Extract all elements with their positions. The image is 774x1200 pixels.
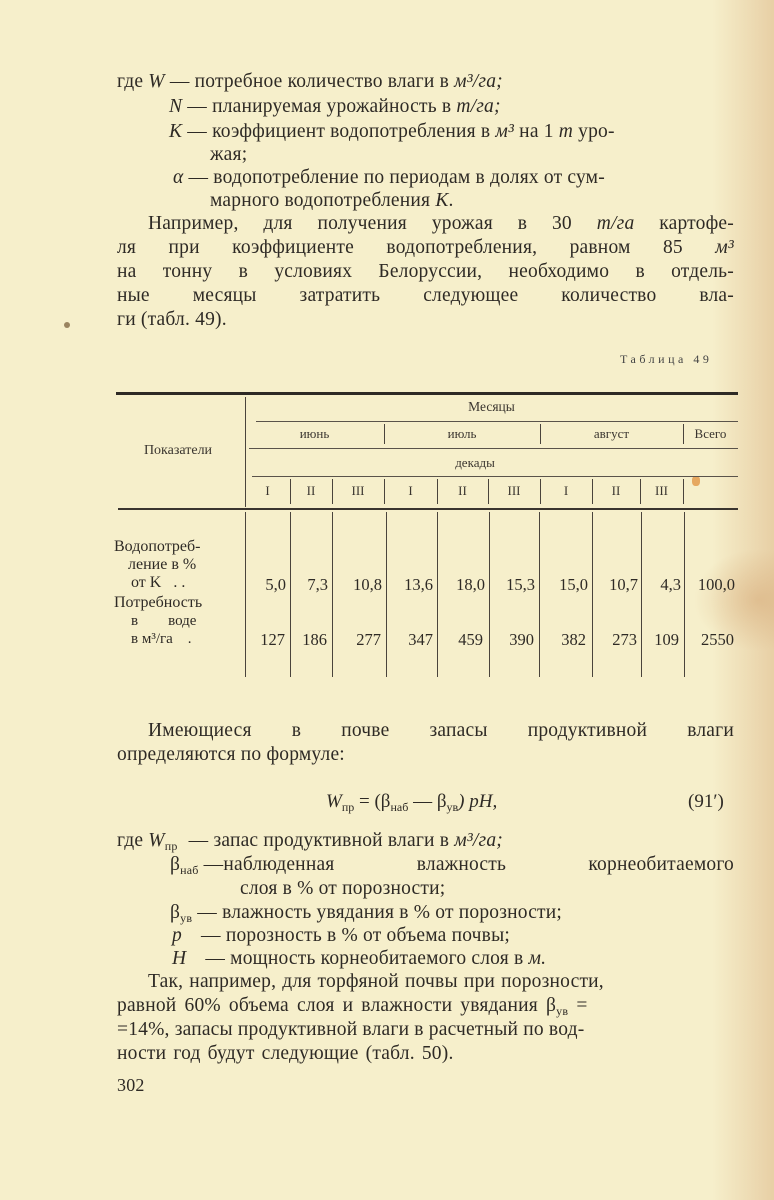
cell: 10,7	[609, 575, 638, 594]
para2-line-2: определяются по формуле:	[117, 744, 345, 765]
def-text: уро-	[573, 121, 615, 142]
header-month-july: июль	[447, 426, 477, 441]
word: в	[238, 261, 249, 282]
decade-1: I	[265, 483, 270, 498]
def-intro: где	[117, 71, 144, 92]
row-label-water-need	[114, 594, 202, 648]
cell: 15,3	[506, 575, 535, 594]
word: продуктивной	[527, 720, 648, 741]
symbol-w: W	[148, 71, 165, 92]
word: для	[263, 213, 293, 234]
def-text: марного водопотребления	[210, 190, 436, 211]
word: корнеобитаемого	[588, 854, 734, 875]
word: запасы	[429, 720, 488, 741]
word: ные	[117, 285, 150, 306]
def-text: на 1	[514, 121, 559, 142]
word: на	[117, 261, 137, 282]
symbol-p: p	[172, 925, 182, 946]
dash: —	[187, 96, 207, 117]
dash: —	[205, 948, 226, 969]
label-line: Потребность	[114, 594, 203, 611]
page-number: 302	[117, 1075, 145, 1095]
para1-line-4	[117, 284, 734, 308]
word: Например,	[148, 213, 239, 234]
formula-subscript: ув	[446, 800, 459, 814]
label-line: ление в %	[128, 556, 197, 573]
table-header-bottom-rule	[118, 508, 738, 510]
word: наблюденная	[223, 854, 335, 875]
cell: 13,6	[404, 575, 433, 594]
cell: 390	[509, 630, 534, 649]
unit: м³	[495, 121, 515, 142]
header-decades: декады	[455, 455, 495, 470]
cell: 382	[561, 630, 586, 649]
def-text: коэффициент водопотребления в	[212, 121, 496, 142]
def-beta-uv	[170, 901, 562, 925]
symbol-h: H	[172, 948, 187, 969]
symbol-beta: β	[170, 902, 181, 923]
def-p	[172, 924, 510, 948]
symbol-w: W	[148, 830, 165, 851]
symbol-alpha: α	[173, 167, 184, 188]
def-text: потребное количество влаги в	[194, 71, 455, 92]
cell-total: 100,0	[697, 575, 735, 594]
decade-3: III	[351, 483, 365, 498]
def-h	[172, 947, 546, 971]
table-hrule	[256, 421, 738, 422]
def-text: запас продуктивной влаги в	[213, 830, 455, 851]
cell: 459	[458, 630, 483, 649]
cell: 4,3	[660, 575, 681, 594]
unit: т/га	[596, 213, 635, 234]
unit: т/га;	[456, 96, 501, 117]
subscript: ув	[556, 1004, 569, 1018]
word: почве	[341, 720, 390, 741]
header-month-june: июнь	[299, 426, 330, 441]
cell: 5,0	[265, 575, 286, 594]
header-indicators: Показатели	[143, 443, 213, 458]
dash: —	[203, 854, 224, 875]
cell: 10,8	[353, 575, 382, 594]
label-text: в воде	[131, 613, 197, 629]
def-wpr	[117, 829, 503, 853]
ink-spot	[64, 322, 70, 328]
cell: 277	[356, 630, 381, 649]
word: условиях	[274, 261, 353, 282]
word: влаги	[687, 720, 734, 741]
word: следующее	[423, 285, 519, 306]
symbol-k: K	[169, 121, 183, 142]
label-line	[114, 612, 202, 630]
def-k	[169, 120, 734, 144]
cell: 18,0	[456, 575, 485, 594]
word: 85	[662, 237, 683, 258]
dash: —	[188, 830, 209, 851]
orange-stain	[692, 476, 700, 486]
def-alpha	[173, 166, 605, 190]
formula-part: = (β	[354, 791, 391, 812]
punct: .	[448, 190, 454, 211]
cell: 15,0	[559, 575, 588, 594]
text: =	[568, 995, 588, 1016]
word: получения	[317, 213, 407, 234]
word: урожая	[431, 213, 493, 234]
para3-line-1: Так, например, для торфяной почвы при порозности,	[148, 971, 604, 992]
label-line	[114, 574, 200, 592]
word: месяцы	[192, 285, 257, 306]
symbol-n: N	[169, 96, 183, 117]
subscript: пр	[164, 839, 178, 853]
table-hrule	[252, 476, 738, 477]
para3-line-4: ности год будут следующие (табл. 50).	[117, 1043, 454, 1064]
word: в	[517, 213, 528, 234]
decade-1: I	[563, 483, 569, 498]
formula-part: ) pH,	[458, 791, 498, 812]
def-beta-nab-continuation: слоя в % от порозности;	[240, 878, 446, 899]
word: влажность	[416, 854, 507, 875]
formula-91	[326, 791, 497, 813]
cell: 347	[408, 630, 433, 649]
cell: 186	[302, 630, 327, 649]
word: количество	[561, 285, 657, 306]
word: отдель-	[671, 261, 734, 282]
unit: м³/га;	[454, 71, 503, 92]
word: водопотребления,	[386, 237, 538, 258]
word: картофе-	[659, 213, 734, 234]
cell: 7,3	[307, 575, 328, 594]
cell: 273	[612, 630, 637, 649]
decade-2: II	[458, 483, 467, 498]
def-text: влажность увядания в % от порозности;	[222, 902, 563, 923]
table-caption: Таблица 49	[620, 352, 713, 366]
symbol-group	[170, 853, 334, 877]
def-intro: где	[117, 830, 144, 851]
def-text: порозность в % от объема почвы;	[225, 925, 510, 946]
word: равном	[569, 237, 631, 258]
word: 30	[551, 213, 572, 234]
word: затратить	[299, 285, 381, 306]
word: необходимо	[508, 261, 610, 282]
dash: —	[188, 167, 209, 188]
unit: т	[558, 121, 574, 142]
def-text: планируемая урожайность в	[212, 96, 457, 117]
def-text: водопотребление по периодам в долях от сум-	[213, 167, 605, 188]
para3-line-3: =14%, запасы продуктивной влаги в расчетный по вод-	[117, 1019, 585, 1040]
dash: —	[169, 71, 190, 92]
formula-symbol: W	[326, 791, 342, 812]
para1-line-3	[117, 260, 734, 284]
label-line: Водопотреб-	[114, 538, 201, 555]
header-total: Всего	[694, 426, 727, 441]
unit: м.	[528, 948, 547, 969]
dash: —	[187, 121, 207, 142]
def-text: мощность корнеобитаемого слоя в	[230, 948, 529, 969]
decade-3: III	[507, 483, 521, 498]
table-top-rule	[116, 392, 738, 395]
cell-total: 2550	[701, 630, 734, 649]
word: тонну	[162, 261, 213, 282]
header-month-august: август	[593, 426, 630, 441]
label-line	[114, 630, 202, 648]
word: в	[291, 720, 302, 741]
def-k-continuation: жая;	[210, 144, 248, 165]
formula-part: — β	[408, 791, 447, 812]
text: равной 60% объема слоя и влажности увядания β	[117, 995, 557, 1016]
dash: —	[201, 925, 221, 946]
symbol-k: K	[435, 190, 449, 211]
symbol-beta: β	[170, 854, 181, 875]
unit: м³	[715, 237, 734, 258]
def-beta-nab	[170, 853, 734, 877]
word: при	[168, 237, 200, 258]
row-label-water-consumption	[114, 538, 200, 592]
cell: 127	[260, 630, 285, 649]
formula-number: (91′)	[688, 791, 724, 812]
para2-line-1	[148, 719, 734, 743]
para1-line-5: ги (табл. 49).	[117, 309, 227, 330]
unit: м³/га;	[454, 830, 503, 851]
para1-line-2	[117, 236, 734, 260]
table-hrule	[249, 448, 738, 449]
para1-line-1	[148, 212, 734, 236]
cell: 109	[654, 630, 679, 649]
word: ля	[117, 237, 137, 258]
decade-2: II	[611, 483, 621, 498]
label-text: от K . .	[131, 574, 186, 591]
word: Имеющиеся	[148, 720, 252, 741]
table-vrule	[683, 479, 684, 504]
para3-line-2	[117, 994, 588, 1018]
word: вла-	[699, 285, 734, 306]
subscript: ув	[180, 911, 193, 925]
def-alpha-continuation	[210, 189, 454, 213]
def-w	[117, 70, 503, 94]
label-text: в м³/га .	[131, 631, 192, 647]
word: в	[635, 261, 645, 282]
header-months: Месяцы	[468, 399, 515, 414]
subscript: наб	[180, 863, 199, 877]
decade-1: I	[408, 483, 413, 498]
word: Белоруссии,	[378, 261, 483, 282]
decade-2: II	[306, 483, 316, 498]
formula-subscript: наб	[390, 800, 409, 814]
decade-3: III	[655, 483, 668, 498]
word: коэффициенте	[232, 237, 355, 258]
formula-subscript: пр	[341, 800, 355, 814]
dash: —	[197, 902, 217, 923]
def-n	[169, 95, 501, 119]
